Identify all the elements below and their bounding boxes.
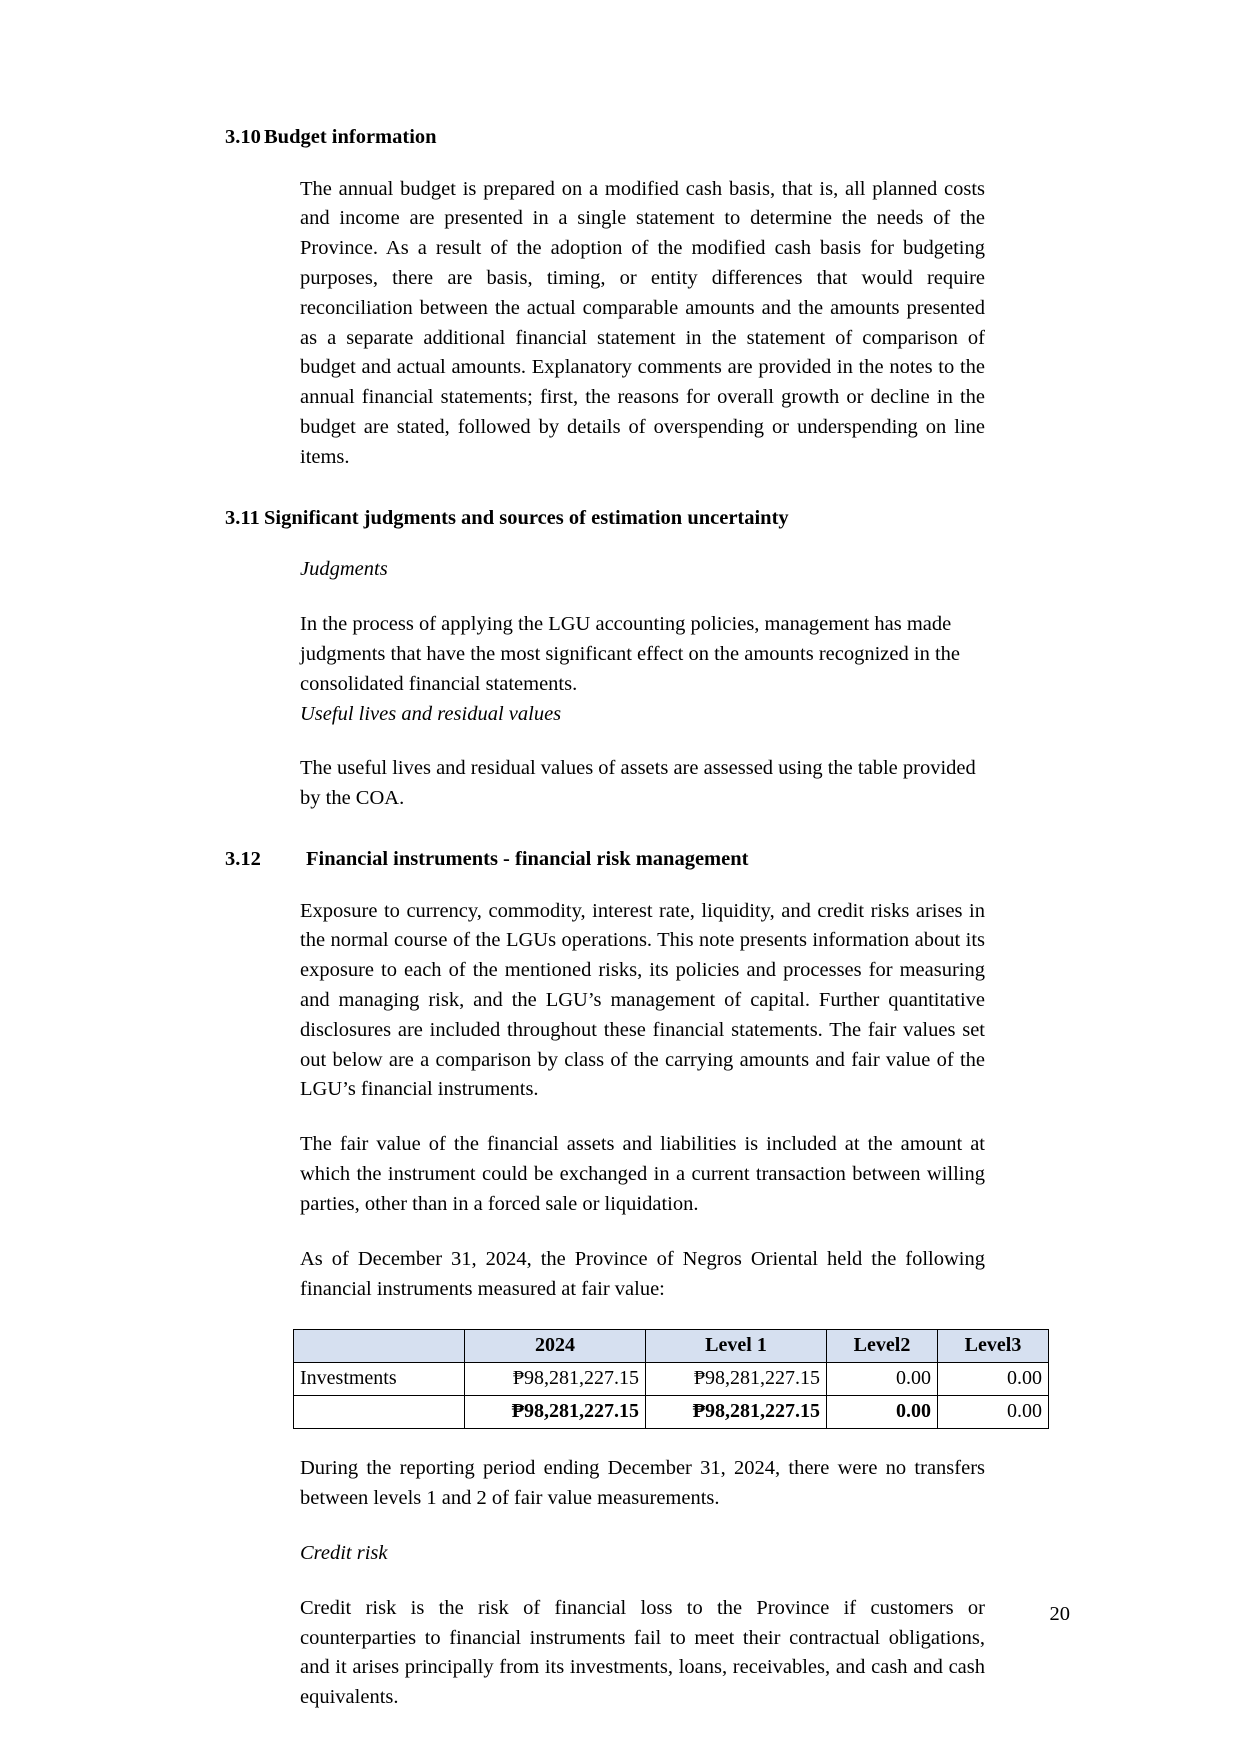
paragraph-useful-lives: The useful lives and residual values of assets are assessed using the table provided by the COA.: [300, 757, 976, 810]
fair-value-table-head: [294, 1330, 1049, 1363]
paragraph-fair-value-definition: The fair value of the financial assets and liabilities is included at the amount at which the instrument could be exchanged in a current transaction between willing parties, other than in a forced sale or liquidation.: [300, 1133, 985, 1215]
heading-3-12-title: Financial instruments - financial risk management: [306, 848, 749, 870]
fair-value-table: [293, 1329, 1049, 1429]
heading-3-12-number: 3.12: [225, 848, 261, 870]
table-header-blank: [294, 1330, 465, 1363]
table-header-level-1: Level 1: [646, 1330, 827, 1363]
table-cell-level-3-total: 0.00: [938, 1396, 1049, 1429]
table-cell-level-1-total: ₱98,281,227.15: [646, 1396, 827, 1429]
page-content: [225, 125, 1042, 1713]
table-cell-level-1: ₱98,281,227.15: [646, 1363, 827, 1396]
table-row: [294, 1363, 1049, 1396]
table-header-row: [294, 1330, 1049, 1363]
table-header-level-3: Level3: [938, 1330, 1049, 1363]
table-cell-level-3: 0.00: [938, 1363, 1049, 1396]
heading-3-10-title: Budget information: [264, 126, 437, 148]
paragraph-credit-risk: Credit risk is the risk of financial loss to the Province if customers or counterparties to financial instruments fail to meet their contractual obligations, and it arises principally from its investments, loans, receivables, and cash and cash equivalents.: [300, 1596, 985, 1709]
table-cell-label: [294, 1396, 465, 1429]
table-cell-level-2-total: 0.00: [827, 1396, 938, 1429]
heading-3-11: [225, 506, 985, 531]
paragraph-instruments-held: As of December 31, 2024, the Province of Negros Oriental held the following financial instruments measured at fair value:: [300, 1247, 985, 1300]
table-cell-label: Investments: [294, 1363, 465, 1396]
fair-value-table-body: [294, 1363, 1049, 1429]
table-cell-2024-total: ₱98,281,227.15: [465, 1396, 646, 1429]
table-header-level-2: Level2: [827, 1330, 938, 1363]
fair-value-table-wrapper: [225, 1329, 1042, 1429]
heading-3-11-number: 3.11: [225, 506, 260, 529]
paragraph-budget-information: The annual budget is prepared on a modified cash basis, that is, all planned costs and income are presented in a single statement to determine the needs of the Province. As a result of the adoption of the modified cash basis for budgeting purposes, there are basis, timing, or entity differences that would require reconciliation between the actual comparable amounts and the amounts presented as a separate additional financial statement in the statement of comparison of budget and actual amounts. Explanatory comments are provided in the notes to the annual financial statements; first, the reasons for overall growth or decline in the budget are stated, followed by details of overspending or underspending on line items.: [300, 177, 985, 468]
table-cell-2024: ₱98,281,227.15: [465, 1363, 646, 1396]
paragraph-judgments: In the process of applying the LGU accounting policies, management has made judgments that have the most significant effect on the amounts recognized in the consolidated financial statements.: [300, 613, 960, 695]
page-number: 20: [1049, 1603, 1070, 1625]
table-row-total: [294, 1396, 1049, 1429]
heading-3-10-number: 3.10: [225, 126, 261, 148]
heading-3-10: [225, 125, 985, 150]
table-header-2024: 2024: [465, 1330, 646, 1363]
heading-3-12: [225, 847, 985, 872]
subheading-judgments: Judgments: [300, 558, 388, 581]
table-cell-level-2: 0.00: [827, 1363, 938, 1396]
subheading-useful-lives: Useful lives and residual values: [300, 702, 562, 725]
subheading-credit-risk: Credit risk: [300, 1541, 388, 1564]
heading-3-11-title: Significant judgments and sources of estimation uncertainty: [264, 506, 789, 529]
paragraph-risk-exposure: Exposure to currency, commodity, interest rate, liquidity, and credit risks arises in the normal course of the LGUs operations. This note presents information about its exposure to each of the mentioned risks, its policies and processes for measuring and managing risk, and the LGU’s management of capital. Further quantitative disclosures are included throughout these financial statements. The fair values set out below are a comparison by class of the carrying amounts and fair value of the LGU’s financial instruments.: [300, 899, 985, 1101]
paragraph-no-transfers: During the reporting period ending December 31, 2024, there were no transfers between levels 1 and 2 of fair value measurements.: [300, 1457, 985, 1510]
